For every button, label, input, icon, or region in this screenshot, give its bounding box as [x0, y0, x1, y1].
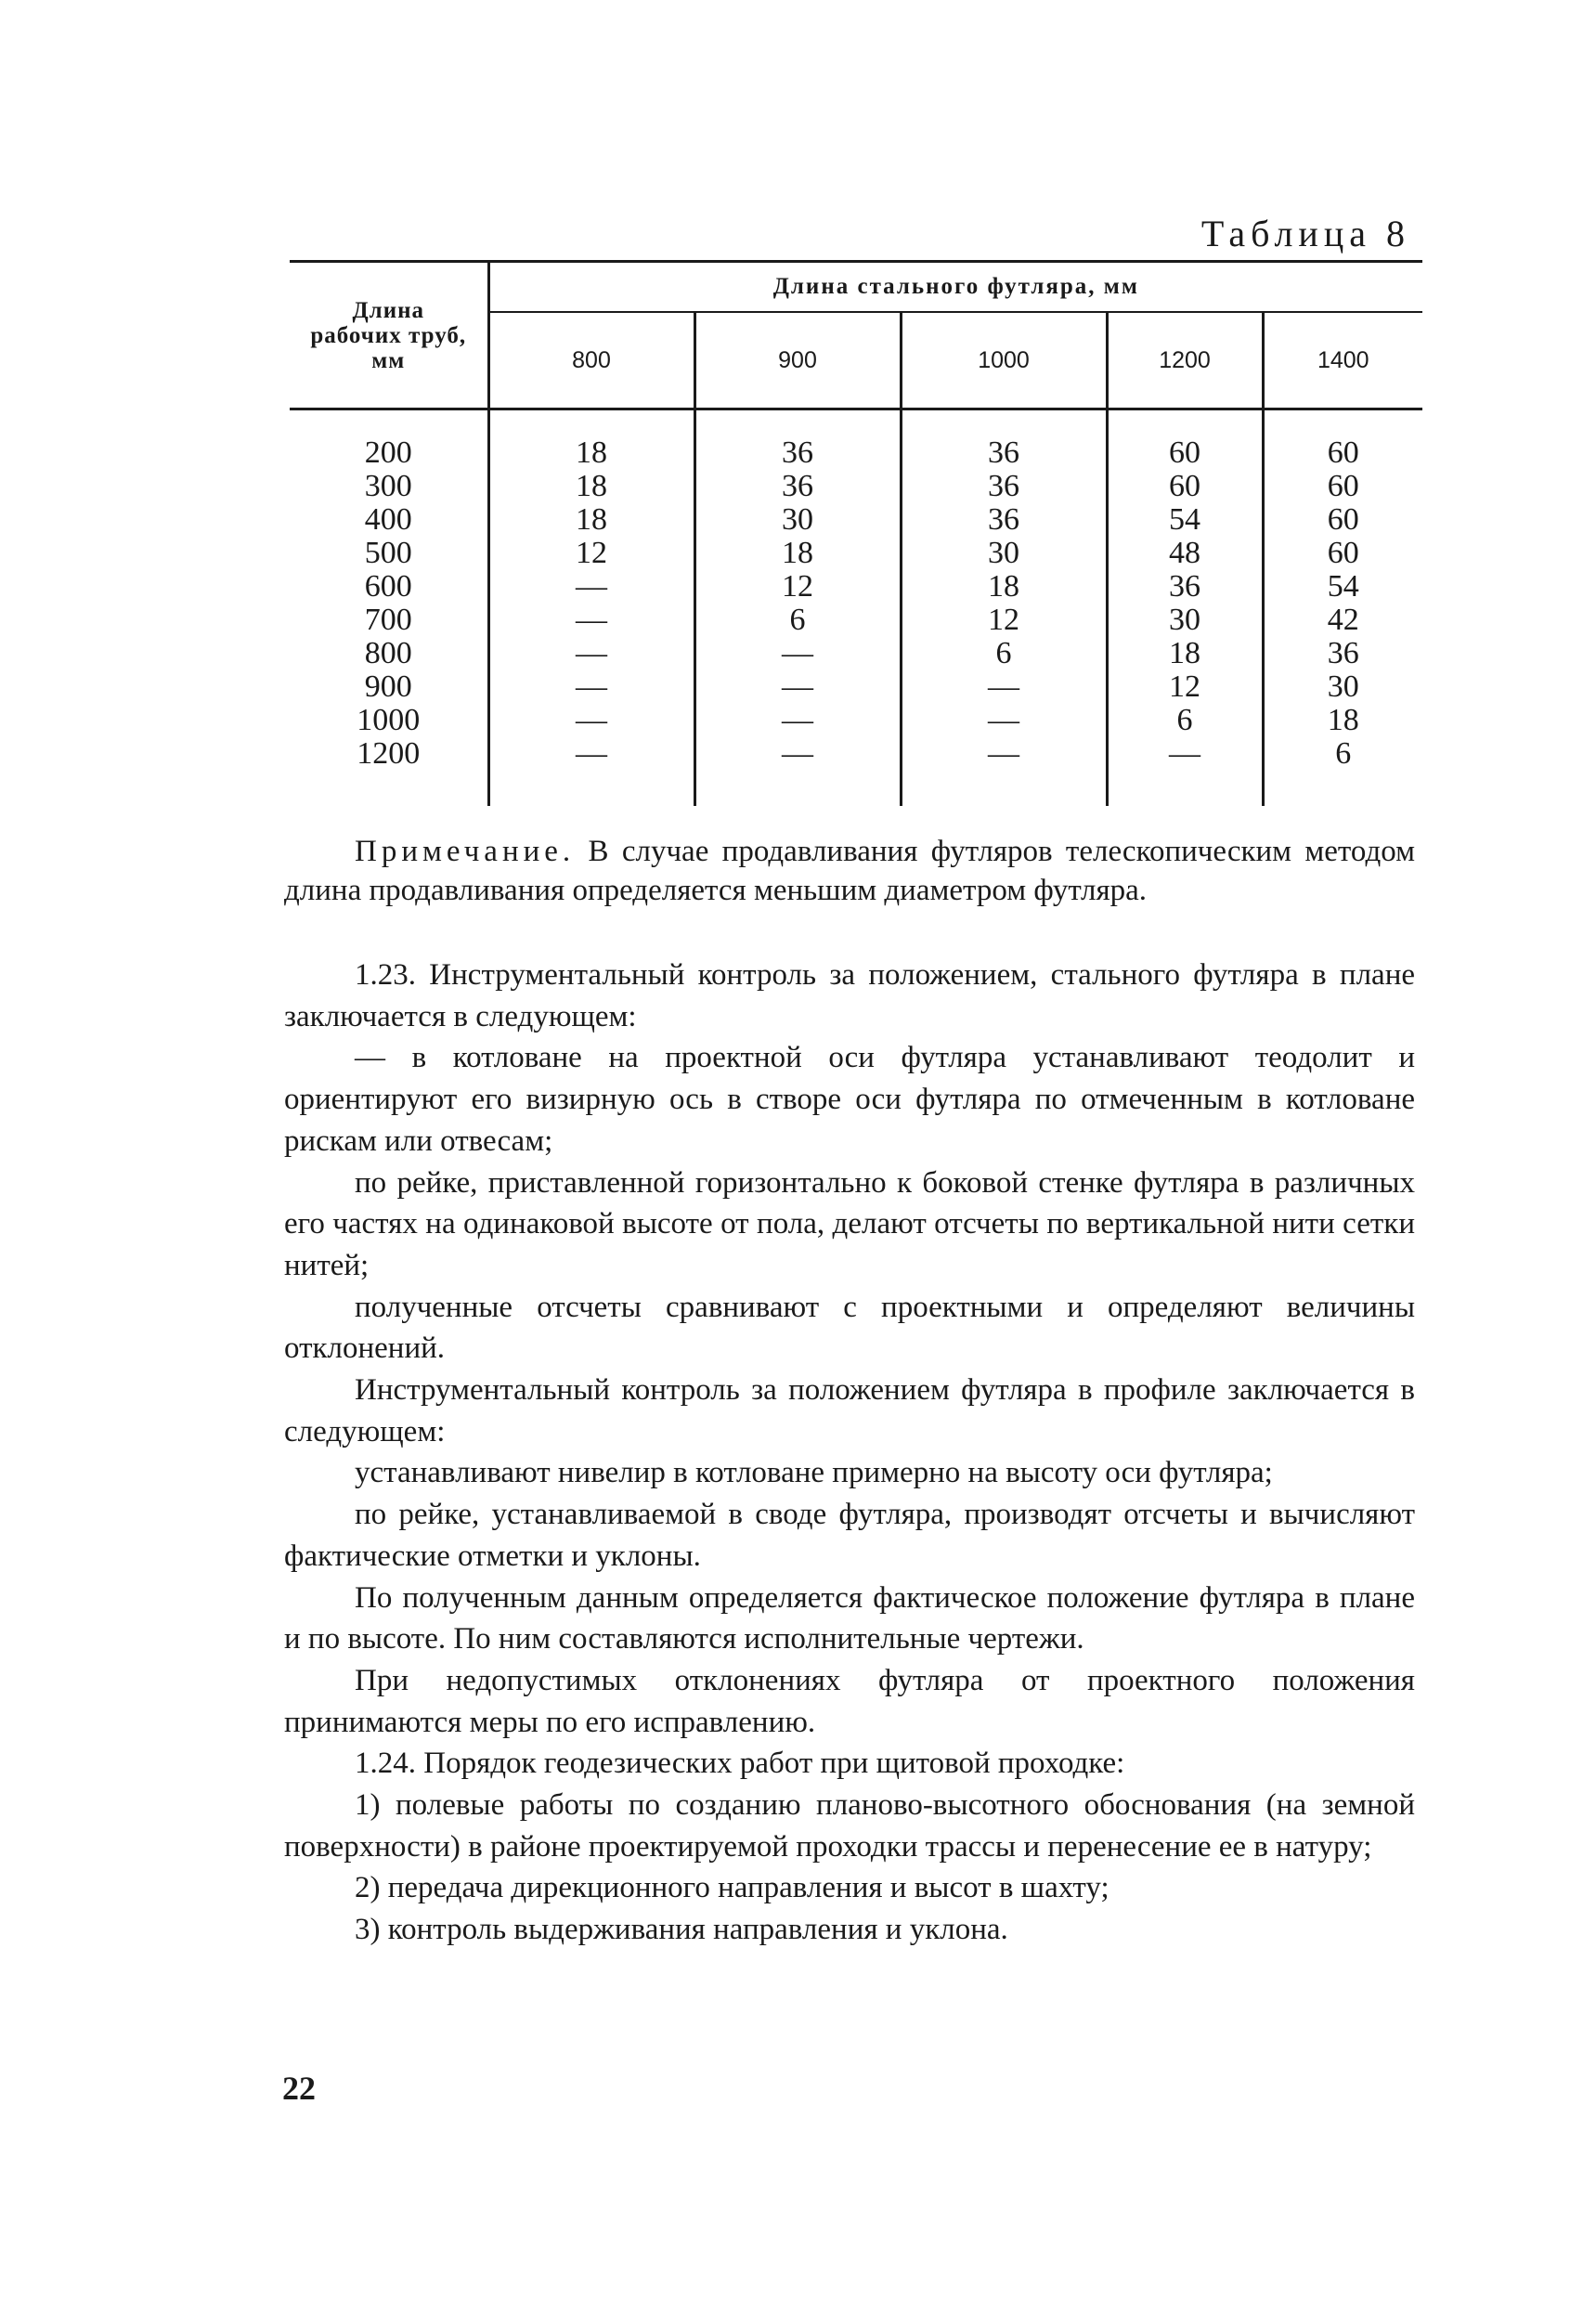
table-cell: 6 — [1107, 704, 1263, 737]
table-cell: — — [901, 737, 1107, 806]
table-cell: 18 — [488, 470, 694, 503]
table-cell: 6 — [1263, 737, 1422, 806]
column-header: 1000 — [901, 312, 1107, 409]
table-cell: 54 — [1107, 503, 1263, 537]
paragraph: По полученным данным определяется фактическое положение футляра в плане и по высоте. По ним составляются исполнительные чертежи. — [284, 1580, 1415, 1656]
note-text: В случае продавливания футляров телескопическим методом длина продавливания определяется меньшим диаметром футляра. — [284, 835, 1415, 907]
table-cell: 60 — [1263, 537, 1422, 570]
row-label-cell: 900 — [290, 670, 488, 704]
table-body — [290, 409, 1422, 807]
column-header: 800 — [488, 312, 694, 409]
table-cell: 36 — [901, 470, 1107, 503]
table-cell: 36 — [901, 503, 1107, 537]
table-cell: 6 — [901, 637, 1107, 670]
column-header: 900 — [694, 312, 901, 409]
row-label-cell: 500 — [290, 537, 488, 570]
paragraph: — в котловане на проектной оси футляра устанавливают теодолит и ориентируют его визирную ось в створе оси футляра по отмеченным в котловане рискам или отвесам; — [284, 1041, 1415, 1158]
table-cell: 30 — [1107, 604, 1263, 637]
table-cell: — — [488, 570, 694, 604]
paragraph: 1.23. Инструментальный контроль за положением, стального футляра в плане заключается в следующем: — [284, 958, 1415, 1033]
row-label-cell: 800 — [290, 637, 488, 670]
table-row — [290, 537, 1422, 570]
table-row — [290, 570, 1422, 604]
paragraph: по рейке, устанавливаемой в своде футляра, производят отсчеты и вычисляют фактические отметки и уклоны. — [284, 1498, 1415, 1573]
table-row — [290, 604, 1422, 637]
table-cell: — — [1107, 737, 1263, 806]
table-note — [284, 832, 1415, 910]
table-cell: — — [488, 704, 694, 737]
data-table — [290, 260, 1422, 806]
table-cell: 36 — [694, 470, 901, 503]
row-label-cell: 1200 — [290, 737, 488, 806]
table-cell: 30 — [694, 503, 901, 537]
paragraph: 2) передача дирекционного направления и высот в шахту; — [355, 1871, 1109, 1905]
table-cell: 54 — [1263, 570, 1422, 604]
table-cell: 60 — [1107, 470, 1263, 503]
table-cell: — — [488, 670, 694, 704]
table-row — [290, 470, 1422, 503]
paragraph: Инструментальный контроль за положением футляра в профиле заключается в следующем: — [284, 1373, 1415, 1448]
table-row — [290, 737, 1422, 806]
table-cell: 18 — [488, 503, 694, 537]
paragraph: по рейке, приставленной горизонтально к боковой стенке футляра в различных его частях на одинаковой высоте от пола, делают отсчеты по вертикальной нити сетки нитей; — [284, 1165, 1415, 1282]
table-caption: Таблица 8 — [1200, 213, 1410, 254]
table-cell: 36 — [1107, 570, 1263, 604]
row-label-cell: 1000 — [290, 704, 488, 737]
table-cell: — — [901, 704, 1107, 737]
column-group-header: Длина стального футляра, мм — [488, 262, 1422, 313]
row-label-cell: 300 — [290, 470, 488, 503]
table-cell: 48 — [1107, 537, 1263, 570]
table-cell: 42 — [1263, 604, 1422, 637]
paragraph: 1) полевые работы по созданию планово-высотного обоснования (на земной поверхности) в районе проектируемой проходки трассы и перенесение ее в натуру; — [284, 1788, 1415, 1864]
table-cell: 60 — [1263, 503, 1422, 537]
paragraph: При недопустимых отклонениях футляра от проектного положения принимаются меры по его исправлению. — [284, 1663, 1415, 1739]
table-cell: 18 — [1107, 637, 1263, 670]
table-cell: 12 — [694, 570, 901, 604]
table-cell: 6 — [694, 604, 901, 637]
table-cell: — — [694, 704, 901, 737]
table-cell: 60 — [1263, 470, 1422, 503]
table-row — [290, 637, 1422, 670]
row-label-cell: 700 — [290, 604, 488, 637]
table-cell: 36 — [1263, 637, 1422, 670]
table-cell: 18 — [1263, 704, 1422, 737]
table-cell: — — [694, 637, 901, 670]
table-row — [290, 670, 1422, 704]
table-cell: 60 — [1263, 409, 1422, 471]
paragraph: 3) контроль выдерживания направления и уклона. — [355, 1913, 1008, 1947]
column-header: 1200 — [1107, 312, 1263, 409]
table-cell: 60 — [1107, 409, 1263, 471]
row-header — [290, 262, 488, 409]
table-cell: — — [488, 637, 694, 670]
table-row — [290, 704, 1422, 737]
table-cell: 18 — [488, 409, 694, 471]
paragraph: полученные отсчеты сравнивают с проектными и определяют величины отклонений. — [284, 1290, 1415, 1366]
table-row — [290, 409, 1422, 471]
row-header-line: мм — [371, 347, 406, 373]
table-cell: 12 — [1107, 670, 1263, 704]
table-cell: 30 — [901, 537, 1107, 570]
table-cell: 12 — [901, 604, 1107, 637]
table-cell: — — [488, 737, 694, 806]
table-cell: — — [488, 604, 694, 637]
paragraph: устанавливают нивелир в котловане примерно на высоту оси футляра; — [355, 1456, 1273, 1490]
table-cell: 36 — [901, 409, 1107, 471]
row-label-cell: 600 — [290, 570, 488, 604]
row-header-line: рабочих труб, — [310, 322, 467, 348]
table-cell: — — [694, 670, 901, 704]
page-number: 22 — [282, 2070, 316, 2107]
table-cell: 12 — [488, 537, 694, 570]
table-cell: 30 — [1263, 670, 1422, 704]
row-header-line: Длина — [352, 297, 425, 323]
table-cell: — — [901, 670, 1107, 704]
row-label-cell: 200 — [290, 409, 488, 471]
note-label: Примечание. — [355, 835, 576, 868]
paragraph: 1.24. Порядок геодезических работ при щитовой проходке: — [355, 1747, 1125, 1781]
table-cell: 18 — [694, 537, 901, 570]
table-cell: 36 — [694, 409, 901, 471]
body-text — [284, 832, 1415, 1951]
row-label-cell: 400 — [290, 503, 488, 537]
table-row — [290, 503, 1422, 537]
table-cell: — — [694, 737, 901, 806]
table-cell: 18 — [901, 570, 1107, 604]
column-header: 1400 — [1263, 312, 1422, 409]
